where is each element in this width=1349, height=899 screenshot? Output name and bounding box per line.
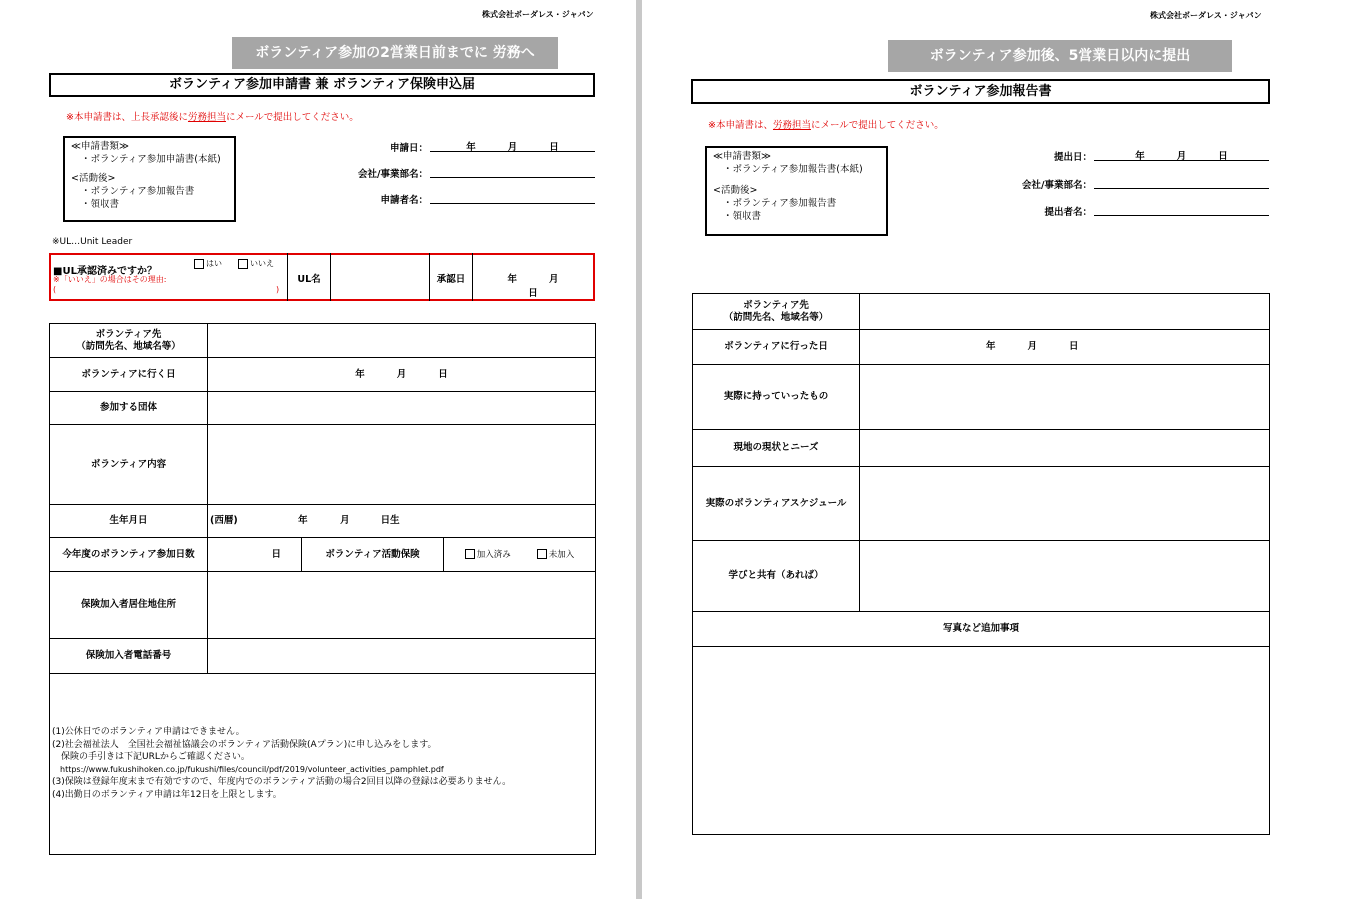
approval-date-field[interactable]: 年 月日 [507,274,559,299]
address-field[interactable] [208,572,596,639]
enrolled-checkbox[interactable] [465,549,475,559]
learning-field[interactable] [860,541,1270,612]
department-field[interactable] [430,165,595,178]
applicant-name-label: 申請者名： [380,195,428,206]
group-label: 参加する団体 [50,392,208,425]
ul-no-option[interactable]: いいえ [238,258,274,269]
destination-label: ボランティア先 （訪問先名、地域名等） [50,324,208,358]
ul-yes-option[interactable]: はい [194,258,222,269]
note-line: (1)公休日でのボランティア申請はできません。 [52,727,245,737]
submission-date-label: 提出日： [1053,152,1092,163]
note-line: 保険の手引きは下記URLからご確認ください。 [52,752,250,762]
destination-label: ボランティア先 （訪問先名、地域名等） [693,294,860,330]
went-date-label: ボランティアに行った日 [693,330,860,365]
destination-field[interactable] [208,324,596,358]
doc-item: ・ボランティア参加報告書 [723,198,837,209]
not-enrolled-checkbox[interactable] [537,549,547,559]
department-label: 会社/事業部名： [358,169,428,180]
doc-heading: <活動後> [71,173,116,184]
report-table [692,293,1270,835]
deadline-banner: ボランティア参加の2営業日前までに 労務へ [232,37,558,69]
table-row [693,612,1270,647]
insurance-options [444,538,596,572]
content-field[interactable] [208,425,596,505]
table-row [50,674,596,855]
labor-department-link: 労務担当 [187,112,226,123]
form-title: ボランティア参加報告書 [691,79,1270,104]
table-row [50,425,596,505]
department-label: 会社/事業部名： [1022,180,1092,191]
doc-item: ・領収書 [723,211,762,222]
go-date-field[interactable]: 年 月 日 [208,358,596,392]
table-row [50,392,596,425]
brought-field[interactable] [860,365,1270,430]
notes-cell [50,674,596,855]
enrolled-option[interactable]: 加入済み [465,550,511,560]
application-table [49,323,596,855]
doc-heading: ≪申請書類≫ [71,141,129,152]
needs-field[interactable] [860,430,1270,467]
days-field[interactable]: 日 [208,538,302,572]
ul-name-field[interactable] [331,257,429,297]
approval-date-label: 承認日 [436,274,466,285]
department-field[interactable] [1094,176,1269,189]
schedule-field[interactable] [860,467,1270,541]
address-label: 保険加入者居住地住所 [50,572,208,639]
went-date-field[interactable]: 年 月 日 [860,330,1270,365]
table-row [693,430,1270,467]
submission-note: ※本申請書は、労務担当にメールで提出してください。 [708,120,944,131]
labor-department-link: 労務担当 [772,120,811,131]
company-name: 株式会社ボーダレス・ジャパン [482,10,594,19]
days-label: 今年度のボランティア参加日数 [50,538,208,572]
application-date-field[interactable]: 年 月 日 [430,139,595,152]
submitter-name-label: 提出者名： [1044,207,1092,218]
doc-item: ・ボランティア参加申請書(本紙) [81,154,221,165]
table-row [50,324,596,358]
submission-note: ※本申請書は、上長承認後に労務担当にメールで提出してください。 [66,112,359,123]
phone-field[interactable] [208,639,596,674]
ul-reason-close: ) [276,285,280,294]
table-row [693,294,1270,330]
ul-note: ※UL…Unit Leader [52,237,133,247]
table-row [693,330,1270,365]
table-row [693,541,1270,612]
ul-question: ■UL承認済みですか？ [53,266,157,277]
not-enrolled-option[interactable]: 未加入 [537,550,575,560]
destination-field[interactable] [860,294,1270,330]
ul-reason-label: ※「いいえ」の場合はその理由: [53,275,167,284]
needs-label: 現地の現状とニーズ [693,430,860,467]
schedule-label: 実際のボランティアスケジュール [693,467,860,541]
photos-field[interactable] [693,647,1270,835]
submission-date-field[interactable]: 年 月 日 [1094,148,1269,161]
note-line: (4)出勤日のボランティア申請は年12日を上限とします。 [52,789,282,800]
table-row [693,467,1270,541]
deadline-banner: ボランティア参加後、5営業日以内に提出 [888,40,1232,72]
note-line: (2)社会福祉法人 全国社会福祉協議会のボランティア活動保険(Aプラン)に申し込みをします。 [52,739,437,750]
submitter-name-field[interactable] [1094,203,1269,216]
table-row [50,639,596,674]
ul-reason-open: ( [53,285,57,294]
table-row [50,572,596,639]
table-row [50,358,596,392]
application-form-page [0,0,636,899]
no-checkbox[interactable] [238,259,248,269]
photos-label: 写真など追加事項 [693,612,1270,647]
birth-label: 生年月日 [50,505,208,538]
go-date-label: ボランティアに行く日 [50,358,208,392]
note-line: (3)保険は登録年度末まで有効ですので、年度内でのボランティア活動の場合2回目以降の登録は必要ありません。 [52,777,512,787]
ul-name-label: UL名 [297,274,321,285]
content-label: ボランティア内容 [50,425,208,505]
table-row [693,365,1270,430]
group-field[interactable] [208,392,596,425]
doc-item: ・ボランティア参加報告書 [81,186,195,197]
insurance-url[interactable]: https://www.fukushihoken.co.jp/fukushi/files/council/pdf/2019/volunteer_activities_pamphlet.pdf [52,764,444,774]
phone-label: 保険加入者電話番号 [50,639,208,674]
form-title: ボランティア参加申請書 兼 ボランティア保険申込届 [49,73,595,97]
required-documents-box [63,136,236,222]
doc-heading: <活動後> [713,185,758,196]
table-row [50,505,596,538]
brought-label: 実際に持っていったもの [693,365,860,430]
application-date-label: 申請日： [389,143,428,154]
ul-approval-box [49,253,595,301]
birth-field[interactable]: (西暦) 年 月 日生 [208,505,596,538]
doc-heading: ≪申請書類≫ [713,151,771,162]
applicant-name-field[interactable] [430,191,595,204]
doc-item: ・ボランティア参加報告書(本紙) [723,164,863,175]
table-row [50,538,596,572]
learning-label: 学びと共有（あれば） [693,541,860,612]
report-form-page [642,0,1349,899]
company-name: 株式会社ボーダレス・ジャパン [1150,11,1262,20]
required-documents-box [705,146,888,236]
doc-item: ・領収書 [81,199,120,210]
table-row [693,647,1270,835]
insurance-label: ボランティア活動保険 [302,538,444,572]
yes-checkbox[interactable] [194,259,204,269]
